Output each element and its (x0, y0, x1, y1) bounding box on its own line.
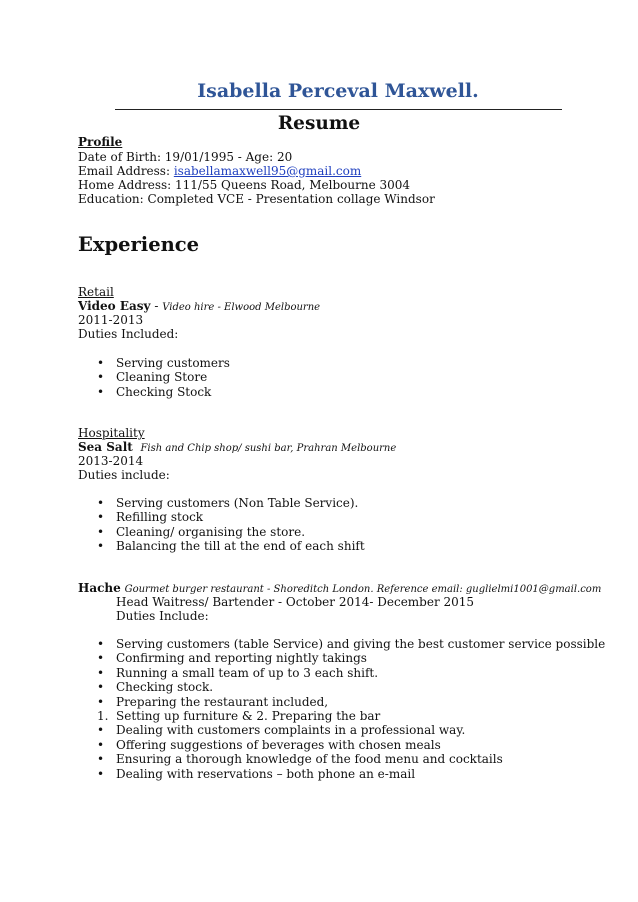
list-item-text: Refilling stock (116, 510, 204, 525)
education: Education: Completed VCE - Presentation collage Windsor (78, 192, 435, 206)
hache-duties-label: Duties Include: (116, 609, 209, 623)
hache-duties-list (78, 637, 605, 781)
retail-employer: Video Easy (78, 299, 151, 313)
email-label: Email Address: (78, 164, 174, 178)
list-item (78, 370, 230, 384)
hospitality-duties-list (78, 496, 365, 554)
hospitality-years: 2013-2014 (78, 454, 144, 468)
bullet-icon: • (97, 370, 105, 385)
bullet-icon: • (97, 737, 105, 752)
bullet-icon: • (97, 680, 105, 695)
title-divider (115, 109, 562, 110)
bullet-icon: • (97, 665, 105, 680)
retail-duties-list (78, 356, 230, 399)
list-item-text: Serving customers (116, 356, 230, 370)
date-of-birth: Date of Birth: 19/01/1995 - Age: 20 (78, 150, 293, 164)
retail-description: Video hire - Elwood Melbourne (162, 302, 321, 313)
list-item-text: Preparing the restaurant included, (116, 694, 329, 709)
hospitality-employer: Sea Salt (78, 440, 133, 454)
retail-years: 2011-2013 (78, 313, 144, 327)
list-item-text: Serving customers (Non Table Service). (116, 496, 359, 510)
list-item (78, 539, 365, 553)
list-item (78, 666, 605, 680)
list-item-text: Serving customers (table Service) and giving the best customer service possible (116, 637, 606, 651)
list-item-text: Confirming and reporting nightly takings (116, 651, 367, 666)
bullet-icon: • (97, 496, 105, 510)
hospitality-description: Fish and Chip shop/ sushi bar, Prahran Melbourne (140, 443, 397, 454)
list-item (78, 496, 365, 510)
list-item (78, 723, 605, 737)
document-title: Resume (277, 113, 361, 134)
list-item-text: Setting up furniture & 2. Preparing the bar (116, 708, 381, 723)
list-item-text: Cleaning Store (116, 370, 208, 385)
bullet-icon: • (97, 723, 105, 738)
list-item-text: Balancing the till at the end of each shift (116, 539, 365, 554)
list-number: 1. (97, 708, 109, 723)
list-item-text: Checking Stock (116, 384, 212, 399)
list-item (78, 637, 605, 651)
list-item (78, 385, 230, 399)
list-item-text: Dealing with reservations – both phone an e-mail (116, 766, 416, 781)
hache-employer: Hache (78, 581, 121, 595)
profile-heading: Profile (78, 135, 123, 149)
home-address: Home Address: 111/55 Queens Road, Melbourne 3004 (78, 178, 411, 192)
retail-separator: - (150, 299, 163, 313)
retail-duties-label: Duties Included: (78, 327, 179, 341)
hospitality-category: Hospitality (78, 426, 145, 440)
bullet-icon: • (97, 384, 105, 399)
hospitality-duties-label: Duties include: (78, 468, 170, 482)
list-item (78, 680, 605, 694)
bullet-icon: • (97, 651, 105, 666)
hache-role: Head Waitress/ Bartender - October 2014- December 2015 (116, 595, 475, 609)
list-item (78, 695, 605, 709)
list-item (78, 525, 365, 539)
bullet-icon: • (97, 694, 105, 709)
list-item-text: Cleaning/ organising the store. (116, 524, 306, 539)
bullet-icon: • (97, 356, 105, 370)
retail-category: Retail (78, 285, 114, 299)
list-item (78, 738, 605, 752)
list-item (78, 510, 365, 524)
list-item (78, 752, 605, 766)
hache-description: Gourmet burger restaurant - Shoreditch London. Reference email: guglielmi1001@gmail.com (124, 584, 602, 595)
bullet-icon: • (97, 766, 105, 781)
candidate-name: Isabella Perceval Maxwell. (197, 80, 479, 102)
list-item (78, 651, 605, 665)
email-link[interactable]: isabellamaxwell95@gmail.com (173, 164, 362, 178)
experience-heading: Experience (78, 233, 200, 256)
bullet-icon: • (97, 752, 105, 767)
bullet-icon: • (97, 637, 105, 651)
list-item (78, 356, 230, 370)
bullet-icon: • (97, 539, 105, 554)
list-item (78, 767, 605, 781)
list-item (78, 709, 605, 723)
list-item-text: Offering suggestions of beverages with chosen meals (116, 737, 441, 752)
list-item-text: Checking stock. (116, 680, 214, 695)
list-item-text: Ensuring a thorough knowledge of the food menu and cocktails (116, 752, 503, 767)
email-line (78, 164, 361, 178)
bullet-icon: • (97, 524, 105, 539)
list-item-text: Dealing with customers complaints in a professional way. (116, 723, 466, 738)
bullet-icon: • (97, 510, 105, 525)
list-item-text: Running a small team of up to 3 each shift. (116, 665, 379, 680)
